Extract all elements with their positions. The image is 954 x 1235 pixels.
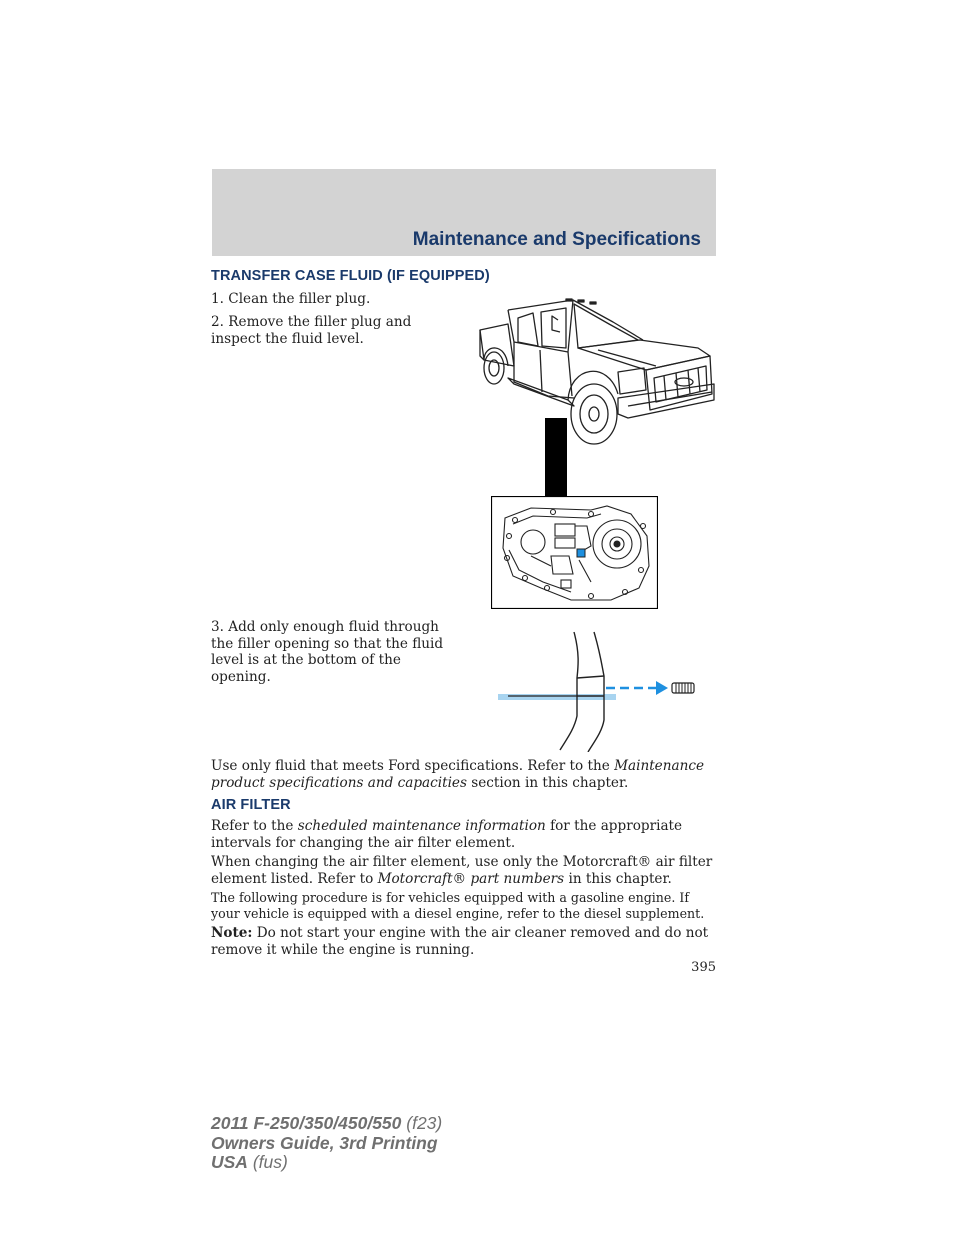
section-heading-air-filter: AIR FILTER: [211, 797, 291, 813]
air-filter-p1-reference: scheduled maintenance information: [297, 818, 546, 834]
footer-model-code: (f23): [401, 1113, 443, 1133]
footer-model: 2011 F-250/350/450/550: [211, 1113, 402, 1133]
fluid-note-suffix: section in this chapter.: [466, 774, 629, 791]
fluid-level-diagram: [498, 630, 698, 752]
note-label: Note:: [211, 925, 253, 941]
air-filter-paragraph-2: [211, 854, 716, 887]
fluid-note-text: Use only fluid that meets Ford specifications. Refer to the: [211, 758, 615, 774]
truck-illustration: [478, 296, 716, 496]
air-filter-p2-suffix: in this chapter.: [564, 870, 672, 887]
air-filter-note: [211, 925, 716, 958]
air-filter-p2-text: When changing the air filter element, use only the Motorcraft® air filter element listed. Refer to: [211, 854, 713, 887]
footer-line-1: [211, 1114, 442, 1134]
step-1: 1. Clean the filler plug.: [211, 291, 371, 307]
step-2: 2. Remove the filler plug and inspect the fluid level.: [211, 314, 412, 347]
footer-line-2: Owners Guide, 3rd Printing: [211, 1132, 438, 1153]
section-heading-transfer-case: TRANSFER CASE FLUID (IF EQUIPPED): [211, 268, 490, 284]
air-filter-paragraph-3: The following procedure is for vehicles equipped with a gasoline engine. If your vehicle is equipped with a diesel engine, refer to the diesel supplement.: [211, 890, 705, 921]
footer-line-3: [211, 1153, 442, 1173]
filler-plug-icon: [672, 683, 694, 693]
step-3: 3. Add only enough fluid through the filler opening so that the fluid level is at the bottom of the opening.: [211, 619, 444, 685]
footer-market: USA: [211, 1152, 248, 1172]
page-number: 395: [691, 960, 716, 975]
air-filter-p1-text: Refer to the: [211, 818, 298, 834]
fluid-note-reference: Maintenance product specifications and capacities: [211, 758, 704, 791]
footer: [211, 1114, 442, 1173]
header-band: [212, 169, 716, 256]
page-title: Maintenance and Specifications: [412, 229, 701, 250]
transfer-case-diagram: [491, 496, 658, 609]
footer-market-code: (fus): [247, 1152, 288, 1172]
air-filter-paragraph-1: [211, 818, 716, 851]
note-text: Do not start your engine with the air cleaner removed and do not remove it while the engine is running.: [211, 925, 709, 958]
air-filter-p2-reference: Motorcraft® part numbers: [377, 870, 565, 887]
fluid-spec-note: [211, 758, 716, 791]
air-filter-p1-suffix: for the appropriate intervals for changing the air filter element.: [211, 818, 683, 851]
